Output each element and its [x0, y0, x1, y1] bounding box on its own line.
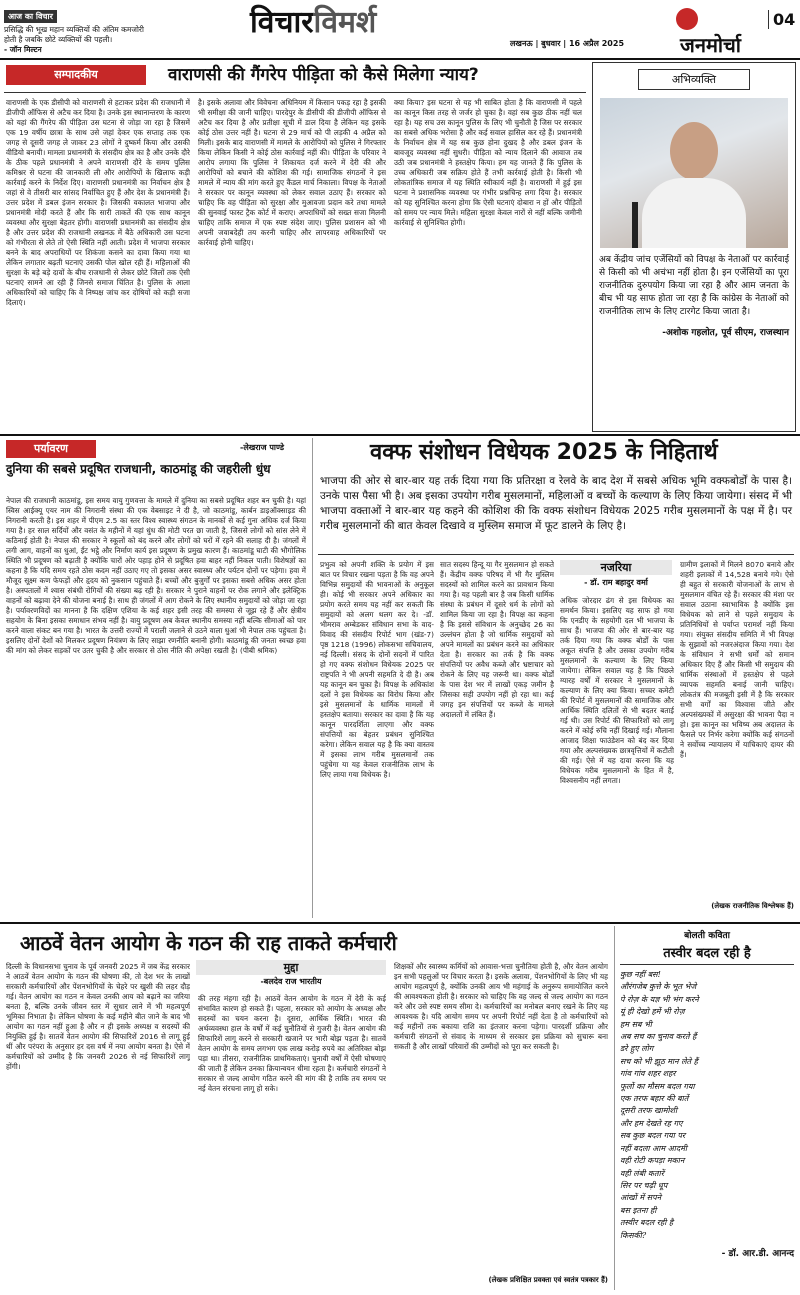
- editorial-col-1: वाराणसी के एक डीसीपी को वाराणसी से हटाकर प्रदेश की राजधानी में डीजीपी ऑफिस से अटैच कर दिया है। उनके इस स्थानान्तरण के कारण को यहां की गैंगरेप की पीड़िता उस घटना से जोड़ा जा रहा है जिसमें एक 19 वर्षीय छात्रा के साथ उसे जहां देकर एक सप्ताह तक एक जगह से दूसरी जगह ले जाकर 23 लोगों ने दुष्कर्म किया और उसकी वीडियो बनायी। मामला प्रधानमंत्री के संसदीय क्षेत्र का है और उनके दौरे के ठीक पहले प्रधानमंत्री ने अपने वाराणसी दौरे के समय पुलिस कमिश्नर से घटना की जानकारी ली और आरोपियों के खिलाफ कड़ी कार्रवाई करने के निर्देश दिए। वाराणसी प्रधानमंत्री का निर्वाचन क्षेत्र है जहां से वे तीसरी बार सांसद निर्वाचित हुए हैं और देश के प्रधानमंत्री हैं। उत्तर प्रदेश में डबल इंजन सरकार है। जिसकी वकालत भाजपा और प्रधानमंत्री मोदी करते हैं और कि सारी ताकतें की एक साथ कानून व्यवस्था और सुरक्षा बेहतर होगी। वाराणसी प्रधानमंत्री का संसदीय क्षेत्र है और उत्तर प्रदेश की राजधानी लखनऊ में बैठे अधिकारी उस घटना को गंभीरता से लेते तो ऐसी स्थिति नहीं आती। प्रदेश में भाजपा सरकार बनने के बाद अपराधियों पर शिकंजा कसने का दावा किया गया था लेकिन लगातार बढ़ती घटनाएं उसकी पोल खोल रही हैं। महिलाओं की सुरक्षा के बड़े बड़े दावों के बीच राजधानी से लेकर छोटे जिलों तक ऐसी घटनाएं सामने आ रही हैं जिनसे समाज चिंतित है। पुलिस के आला अधिकारियों को चाहिए कि वे निष्पक्ष जांच कर दोषियों को कड़ी सजा दिलाएं।: [6, 98, 190, 307]
- poem-box: [620, 928, 794, 1290]
- paper-logo: [676, 8, 698, 30]
- poem-line: वही लंबी कतारें: [620, 1168, 664, 1178]
- pay-col-1: दिल्ली के विधानसभा चुनाव के पूर्व जनवरी 2025 में जब केंद्र सरकार ने आठवें वेतन आयोग के गठन की घोषणा की, तो देश भर के लाखों सरकारी कर्मचारियों और पेंशनभोगियों के चेहरे पर खुशी की लहर दौड़ गई। वेतन आयोग का गठन न केवल उनकी आय को बढ़ाने का जरिया बनता है, बल्कि उनके जीवन स्तर में सुधार लाने में भी महत्वपूर्ण भूमिका निभाता है। लेकिन घोषणा के कई महीने बीत जाने के बाद भी आयोग का गठन नहीं हुआ है और न ही इसके अध्यक्ष व सदस्यों की नियुक्ति हुई है। सातवें वेतन आयोग की सिफारिशें 2016 से लागू हुई थीं और परंपरा के अनुसार हर दस वर्ष में नया आयोग बनता है। ऐसे में कर्मचारियों को उम्मीद है कि जनवरी 2026 से नई सिफारिशें लागू होंगी।: [6, 962, 190, 1071]
- mudda-box: [196, 960, 386, 988]
- poem-line: तस्वीर बदल रही है: [620, 1218, 674, 1228]
- poem-label: बोलती कविता: [684, 931, 730, 941]
- microphone-icon: [632, 202, 638, 248]
- poem-line: दूसरी तरफ खामोशी: [620, 1106, 678, 1116]
- speaker-body: [642, 178, 746, 248]
- paper-name: जनमोर्चा: [680, 33, 741, 57]
- poem-line: पे रोज़ के यज्ञ भी भंग करने: [620, 994, 699, 1004]
- poem-line: बस इतना ही: [620, 1205, 657, 1215]
- editorial-headline: वाराणसी की गैंगरेप पीड़िता को कैसे मिलेगा न्याय?: [168, 65, 479, 85]
- poem-line: और हम देखते रह गए: [620, 1118, 683, 1128]
- editorial-col-3: क्या किया? इस घटना से यह भी साबित होता है कि वाराणसी में पहले का कानून किस तरह से जर्जर हो चुका है। वहां सब कुछ ठीक नहीं चल रहा है। यह सच उस कानून पुलिस के लिए भी चुनौती है जिस पर सरकार का सबसे अधिक भरोसा है और कई सवाल हासिल कर रहे हैं। प्रधानमंत्री के निर्वाचन क्षेत्र में यह सब कुछ होना दुखद है और डबल इंजन के बावजूद व्यवस्था नहीं सुधरी। पीड़िता को न्याय दिलाने की आवाज तब उठी जब प्रधानमंत्री ने हस्तक्षेप किया। हम यह जानते हैं कि पुलिस के उच्च अधिकारी जब सक्रिय होते हैं तभी कार्रवाई होती है। किसी भी लोकतांत्रिक समाज में यह स्थिति स्वीकार्य नहीं है। वाराणसी में हुई इस घटना ने प्रशासनिक व्यवस्था पर गंभीर प्रश्नचिन्ह लगा दिया है। सरकार को यह सुनिश्चित करना होगा कि ऐसी घटनाएं दोबारा न हों और पीड़ितों को समय पर न्याय मिले। महिला सुरक्षा केवल नारों से नहीं बल्कि जमीनी कार्रवाई से सुनिश्चित होगी।: [394, 98, 582, 227]
- waqf-col-2: सात सदस्य हिन्दू या गैर मुसलमान हो सकते हैं। केंद्रीय वक्फ परिषद में भी गैर मुस्लिम सदस्यों को शामिल करने का प्रावधान किया गया है। यह पहली बार है जब किसी धार्मिक संस्था के प्रबंधन में दूसरे धर्म के लोगों को शामिल किया जा रहा है। विपक्ष का कहना है कि इससे संविधान के अनुच्छेद 26 का उल्लंघन होता है जो धार्मिक समुदायों को अपने मामलों का प्रबंधन करने का अधिकार देता है। सरकार का तर्क है कि वक्फ संपत्तियों पर अवैध कब्जे और भ्रष्टाचार को रोकने के लिए यह जरूरी था। वक्फ बोर्डों के पास देश भर में लाखों एकड़ जमीन है जिसका सही उपयोग नहीं हो रहा था। कई जगह इन संपत्तियों पर कब्जे के मामले अदालतों में लंबित हैं।: [440, 560, 554, 719]
- waqf-col-1: प्रभुत्व को अपनी शक्ति के प्रयोग में इस बात पर विचार रखना पड़ता है कि वह अपने विभिन्न समुदायों की भावनाओं के अनुकूल ही। कोई भी सरकार अपने अधिकार का प्रयोग करते समय यह नहीं कर सकती कि समुदायों को अलग थलग कर दे। -डॉ. भीमराव अम्बेडकर संविधान सभा के वाद-विवाद की संसदीय रिपोर्ट भाग (खंड-7) पृष्ठ 1218 (1996) लोकसभा सचिवालय, नई दिल्ली। संसद के दोनों सदनों में पारित हो गए वक्फ संशोधन विधेयक 2025 पर राष्ट्रपति ने भी अपनी सहमति दे दी है। अब यह कानून बन चुका है। विपक्ष के अधिकांश दलों ने इस विधेयक का विरोध किया और इसे मुसलमानों के धार्मिक मामलों में हस्तक्षेप बताया। सरकार का दावा है कि यह कानून पारदर्शिता लाएगा और वक्फ संपत्तियों का बेहतर प्रबंधन सुनिश्चित करेगा। लेकिन सवाल यह है कि क्या वास्तव में इसका लाभ गरीब मुसलमानों तक पहुंचेगा या यह केवल राजनीतिक लाभ के लिए लाया गया विधेयक है।: [320, 560, 434, 779]
- poem-line: नहीं बदला आम आदमी: [620, 1143, 687, 1153]
- thought-quote-author: - जॉन मिल्टन: [4, 45, 42, 54]
- environment-body: नेपाल की राजधानी काठमांडू, इस समय वायु गुणवत्ता के मामले में दुनिया का सबसे प्रदूषित शहर बन चुकी है। यहां स्विस आईक्यू एयर नाम की निगरानी संस्था की एक वेबसाइट ने दी है, जो काठमांडू, कार्बन डाइऑक्साइड की निगरानी करती है। इस शहर में पीएम 2.5 का स्तर विश्व स्वास्थ्य संगठन के मानकों से कई गुना अधिक दर्ज किया गया है। हर साल सर्दियों और वसंत के महीनों में यहां धुंध की मोटी परत छा जाती है, जिससे लोगों को सांस लेने में कठिनाई होती है। नेपाल की सरकार ने स्कूलों को बंद करने और लोगों को घरों में रहने की सलाह दी है। जंगलों में लगी आग, वाहनों का धुआं, ईंट भट्ठे और निर्माण कार्य इस प्रदूषण के प्रमुख कारण हैं। काठमांडू घाटी की भौगोलिक स्थिति भी प्रदूषण को बढ़ाती है क्योंकि चारों ओर पहाड़ होने से प्रदूषित हवा बाहर नहीं निकल पाती। विशेषज्ञों का कहना है कि यदि समय रहते ठोस कदम नहीं उठाए गए तो इसका असर स्वास्थ्य और पर्यटन दोनों पर पड़ेगा। हवा में मौजूद सूक्ष्म कण फेफड़ों और हृदय को नुकसान पहुंचाते हैं। बच्चों और बुजुर्गों पर इसका सबसे अधिक असर होता है। अस्पतालों में श्वास संबंधी रोगियों की संख्या बढ़ रही है। सरकार ने पुराने वाहनों पर रोक लगाने और इलेक्ट्रिक वाहनों को बढ़ावा देने की योजना बनाई है। साथ ही जंगलों में आग रोकने के लिए स्थानीय समुदायों को जोड़ा जा रहा है। पर्यावरणविदों का मानना है कि दक्षिण एशिया के कई शहर इसी तरह की समस्या से जूझ रहे हैं और क्षेत्रीय सहयोग के बिना इसका समाधान संभव नहीं है। वायु प्रदूषण अब केवल स्थानीय समस्या नहीं बल्कि सीमाओं को पार करने वाला संकट बन गया है। भारत के उत्तरी राज्यों में पराली जलाने से उठने वाला धुआं भी नेपाल तक पहुंचता है। इसलिए दोनों देशों को मिलकर प्रदूषण नियंत्रण के लिए साझा रणनीति बनानी होगी। काठमांडू की जनता स्वच्छ हवा की मांग को लेकर सड़कों पर उतर चुकी है और सरकार से ठोस नीति की अपेक्षा रखती है। (पीबी श्रमिक): [6, 496, 306, 655]
- poem-line: वही रोटी कपड़ा मकान: [620, 1156, 685, 1166]
- opinion-box: [592, 62, 796, 432]
- pay-col-3: शिक्षकों और स्वास्थ्य कर्मियों को आवास-भत्ता चुनौतिया होती है, और वेतन आयोग इन सभी पहलुओं पर विचार करता है। इसके अलावा, पेंशनभोगियों के लिए भी यह आयोग महत्वपूर्ण है, क्योंकि उनकी आय भी महंगाई के अनुरूप समायोजित करने की आवश्यकता होती है। सरकार को चाहिए कि वह जल्द से जल्द आयोग का गठन करे और उसे स्पष्ट समय सीमा दे। कर्मचारियों का मनोबल बनाए रखने के लिए यह आवश्यक है। यदि आयोग समय पर अपनी रिपोर्ट नहीं देता है तो कर्मचारियों को कई महीनों तक बकाया राशि का इंतजार करना पड़ेगा। पारदर्शी प्रक्रिया और कर्मचारी संगठनों से संवाद के माध्यम से सरकार इस प्रक्रिया को सुचारू बना सकती है और लाखों परिवारों की उम्मीदों को पूरा कर सकती है।: [394, 962, 608, 1051]
- poem-line: हम सब भी: [620, 1019, 652, 1029]
- opinion-photo: [600, 98, 788, 248]
- waqf-col-4: ग्रामीण इलाकों में मिलने 8070 बनाये और शहरी इलाकों में 14,528 बनाये गये। ऐसे ही बहुत से सरकारी योजनाओं के लाभ से मुसलमान वंचित रहे हैं। सरकार की मंशा पर सवाल उठाना स्वाभाविक है क्योंकि इस विधेयक को लाने से पहले समुदाय के प्रतिनिधियों से पर्याप्त परामर्श नहीं किया गया। संयुक्त संसदीय समिति में भी विपक्ष के सुझावों को नजरअंदाज किया गया। देश के संविधान ने सभी धर्मों को समान अधिकार दिए हैं और किसी भी समुदाय की धार्मिक संस्थाओं में हस्तक्षेप से पहले व्यापक सहमति बनाई जानी चाहिए। लोकतंत्र की मजबूती इसी में है कि सरकार सभी वर्गों का विश्वास जीते और अल्पसंख्यकों में असुरक्षा की भावना पैदा न हो। इस कानून का भविष्य अब अदालत के फैसले पर निर्भर करेगा क्योंकि कई संगठनों ने सर्वोच्च न्यायालय में याचिकाएं दायर की हैं।: [680, 560, 794, 759]
- environment-headline: दुनिया की सबसे प्रदूषित राजधानी, काठमांडू की जहरीली धुंध: [6, 462, 271, 476]
- poem-line: यूं ही देखो हमें भी रोज़: [620, 1007, 685, 1017]
- opinion-label: अभिव्यक्ति: [638, 69, 750, 90]
- environment-label: पर्यावरण: [6, 440, 96, 458]
- masthead: [250, 6, 376, 42]
- waqf-footer-note: (लेखक राजनीतिक विश्लेषक हैं): [711, 902, 794, 910]
- poem-line: सिर पर चढ़ी धूप: [620, 1180, 668, 1190]
- opinion-quote: अब केंद्रीय जांच एजेंसियों को विपक्ष के नेताओं पर कार्रवाई से किसी को भी अचंभा नहीं होता है। इन एजेंसियों का पूरा राजनीतिक दुरुपयोग किया जा रहा है और आम जनता के बीच भी यह साफ होता जा रहा है कि कांग्रेस के नेताओं को राजनीतिक लाभ के लिए टारगेट किया जाता है।: [599, 255, 789, 317]
- speaker-head: [670, 122, 718, 180]
- poem-lines: [620, 969, 794, 1242]
- nazariya-label: नजरिया: [560, 560, 672, 575]
- environment-byline: -लेखराज पाण्डे: [240, 443, 285, 452]
- dateline: लखनऊ | बुधवार | 16 अप्रैल 2025: [510, 39, 625, 48]
- masthead-right: विमर्श: [313, 5, 377, 40]
- pay-col-2: की तरह मंहगा रही है। आठवें वेतन आयोग के गठन में देरी के कई संभावित कारण हो सकते हैं। पहला, सरकार को आयोग के अध्यक्ष और सदस्यों का चयन करना है। दूसरा, आर्थिक स्थिति। भारत की अर्थव्यवस्था हाल के वर्षों में कई चुनौतियों से गुजरी है। वेतन आयोग की सिफारिशें लागू करने से सरकारी खजाने पर भारी बोझ पड़ता है। सातवें वेतन आयोग के समय लगभग एक लाख करोड़ रुपये का अतिरिक्त बोझ पड़ा था। तीसरा, राजनीतिक प्राथमिकताएं। चुनावी वर्षों में ऐसी घोषणाएं की जाती हैं लेकिन उनका क्रियान्वयन धीमा रहता है। कर्मचारी संगठनों ने सरकार से जल्द आयोग गठित करने की मांग की है ताकि तय समय पर नई वेतन संरचना लागू हो सके।: [198, 994, 386, 1093]
- editorial-label: सम्पादकीय: [6, 65, 146, 85]
- poem-line: सच को भी झूठ मान लेते हैं: [620, 1056, 698, 1066]
- waqf-headline: वक्फ संशोधन विधेयक 2025 के निहितार्थ: [370, 440, 718, 465]
- poem-line: एक तरफ बहार की बातें: [620, 1094, 689, 1104]
- mudda-label: मुद्दा: [196, 960, 386, 975]
- poem-line: कुछ नहीं बस!: [620, 970, 661, 979]
- thought-of-day-label: आज का विचार: [4, 10, 57, 23]
- nazariya-box: [560, 560, 672, 590]
- poem-author: - डॉ. आर.डी. आनन्द: [721, 1248, 794, 1259]
- poem-line: किसकी?: [620, 1230, 647, 1240]
- poem-line: फूलों का मौसम बदल गया: [620, 1081, 695, 1091]
- thought-of-day-box: [4, 4, 154, 56]
- waqf-col-3: अधिक जोरदार ढंग से इस विधेयक का समर्थन किया। इसलिए यह साफ हो गया कि एनडीए के सहयोगी दल भी भाजपा के साथ हैं। भाजपा की ओर से बार-बार यह तर्क दिया गया कि वक्फ बोर्डों के पास अकूत संपत्ति है और उसका उपयोग गरीब मुसलमानों के कल्याण के लिए किया जायेगा। लेकिन सवाल यह है कि पिछले ग्यारह वर्षों में सरकार ने मुसलमानों के कल्याण के लिए क्या किया। सच्चर कमेटी की रिपोर्ट में मुसलमानों की सामाजिक और आर्थिक स्थिति दलितों से भी बदतर बताई गई थी। उस रिपोर्ट की सिफारिशों को लागू करने में कोई रुचि नहीं दिखाई गई। मौलाना आजाद शिक्षा फाउंडेशन को बंद कर दिया गया और अल्पसंख्यक छात्रवृत्तियों में कटौती की गई। ऐसे में यह दावा करना कि यह विधेयक गरीब मुसलमानों के हित में है, विश्वसनीय नहीं लगता।: [560, 596, 674, 785]
- waqf-deck: भाजपा की ओर से बार-बार यह तर्क दिया गया कि प्रतिरक्षा व रेलवे के बाद देश में सबसे अधिक भूमि वक्फबोर्डों के पास है। उनके पास पैसा भी है। अब इसका उपयोग गरीब मुसलमानों, महिलाओं व बच्चों के कल्याण के लिए किया जायेगा। संसद में भी भाजपा वक्ताओं ने बार-बार यह कहने की कोशिश की कि वक्फ संशोधन विधेयक 2025 गरीब मुसलमानों के पक्ष में है। पर गरीब मुसलमानों की बात केवल दिखावे व मुस्लिम समाज में फूट डालने के लिए है।: [320, 475, 792, 532]
- poem-line: औरंगजेब कुत्ते के भूत भेजे: [620, 982, 697, 992]
- poem-line: आंखों में सपने: [620, 1193, 662, 1203]
- poem-line: डरे हुए लोग: [620, 1044, 654, 1054]
- poem-title: तस्वीर बदल रही है: [620, 943, 794, 965]
- mudda-author: -बलदेव राज भारतीय: [260, 977, 322, 986]
- pay-commission-headline: आठवें वेतन आयोग के गठन की राह ताकते कर्मचारी: [20, 931, 397, 955]
- page-number: 04: [768, 10, 795, 29]
- masthead-left: विचार: [250, 5, 314, 40]
- editorial-col-2: है। इसके अलावा और विवेचना अधिनियम में किसान पकड़ रहा है इसकी भी समीक्षा की जानी चाहिए। पारदेपुर के डीसीपी की डीजीपी ऑफिस से अटैच कर दिया है और प्रतीक्षा सूची में डाल दिया है लेकिन यह इसके कोई ठोस उत्तर नहीं है। घटना से 29 मार्च को पी लड़की 4 अप्रैल को मिली। इसके बाद वाराणसी में मामले के आरोपियों को पुलिस ने गिरफ्तार किया लेकिन किसी ने कोई ठोस कार्रवाई नहीं की। पीड़िता के परिवार ने आरोप लगाया कि पुलिस ने शिकायत दर्ज करने में देरी की और आरोपियों को बचाने की कोशिश की गई। सामाजिक संगठनों ने इस मामले में न्याय की मांग करते हुए कैंडल मार्च निकाला। विपक्ष के नेताओं ने सरकार पर कानून व्यवस्था को लेकर सवाल उठाए हैं। सरकार को चाहिए कि वह पीड़िता को सुरक्षा और मुआवजा प्रदान करे तथा मामले की सुनवाई फास्ट ट्रैक कोर्ट में कराए। अपराधियों को सख्त सजा मिलनी चाहिए ताकि समाज में एक स्पष्ट संदेश जाए। पुलिस प्रशासन को भी अपनी जवाबदेही तय करनी चाहिए और लापरवाह अधिकारियों पर कार्रवाई होनी चाहिए।: [198, 98, 386, 247]
- nazariya-author: - डॉ. राम बहादुर वर्मा: [584, 578, 648, 587]
- pay-footer-note: (लेखक प्रशिक्षित प्रवक्ता एवं स्वतंत्र पत्रकार हैं): [488, 1276, 608, 1284]
- thought-quote: प्रसिद्धि की भूख महान व्यक्तियों की अंतिम कमजोरी होती है जबकि छोटे व्यक्तियों की पहली।: [4, 25, 144, 44]
- opinion-author: -अशोक गहलोत, पूर्व सीएम, राजस्थान: [662, 328, 789, 338]
- poem-line: गांव गांव शहर शहर: [620, 1069, 676, 1079]
- poem-line: अब सच का चुनाव करते हैं: [620, 1032, 697, 1042]
- poem-line: सब कुछ बदल गया पर: [620, 1131, 686, 1141]
